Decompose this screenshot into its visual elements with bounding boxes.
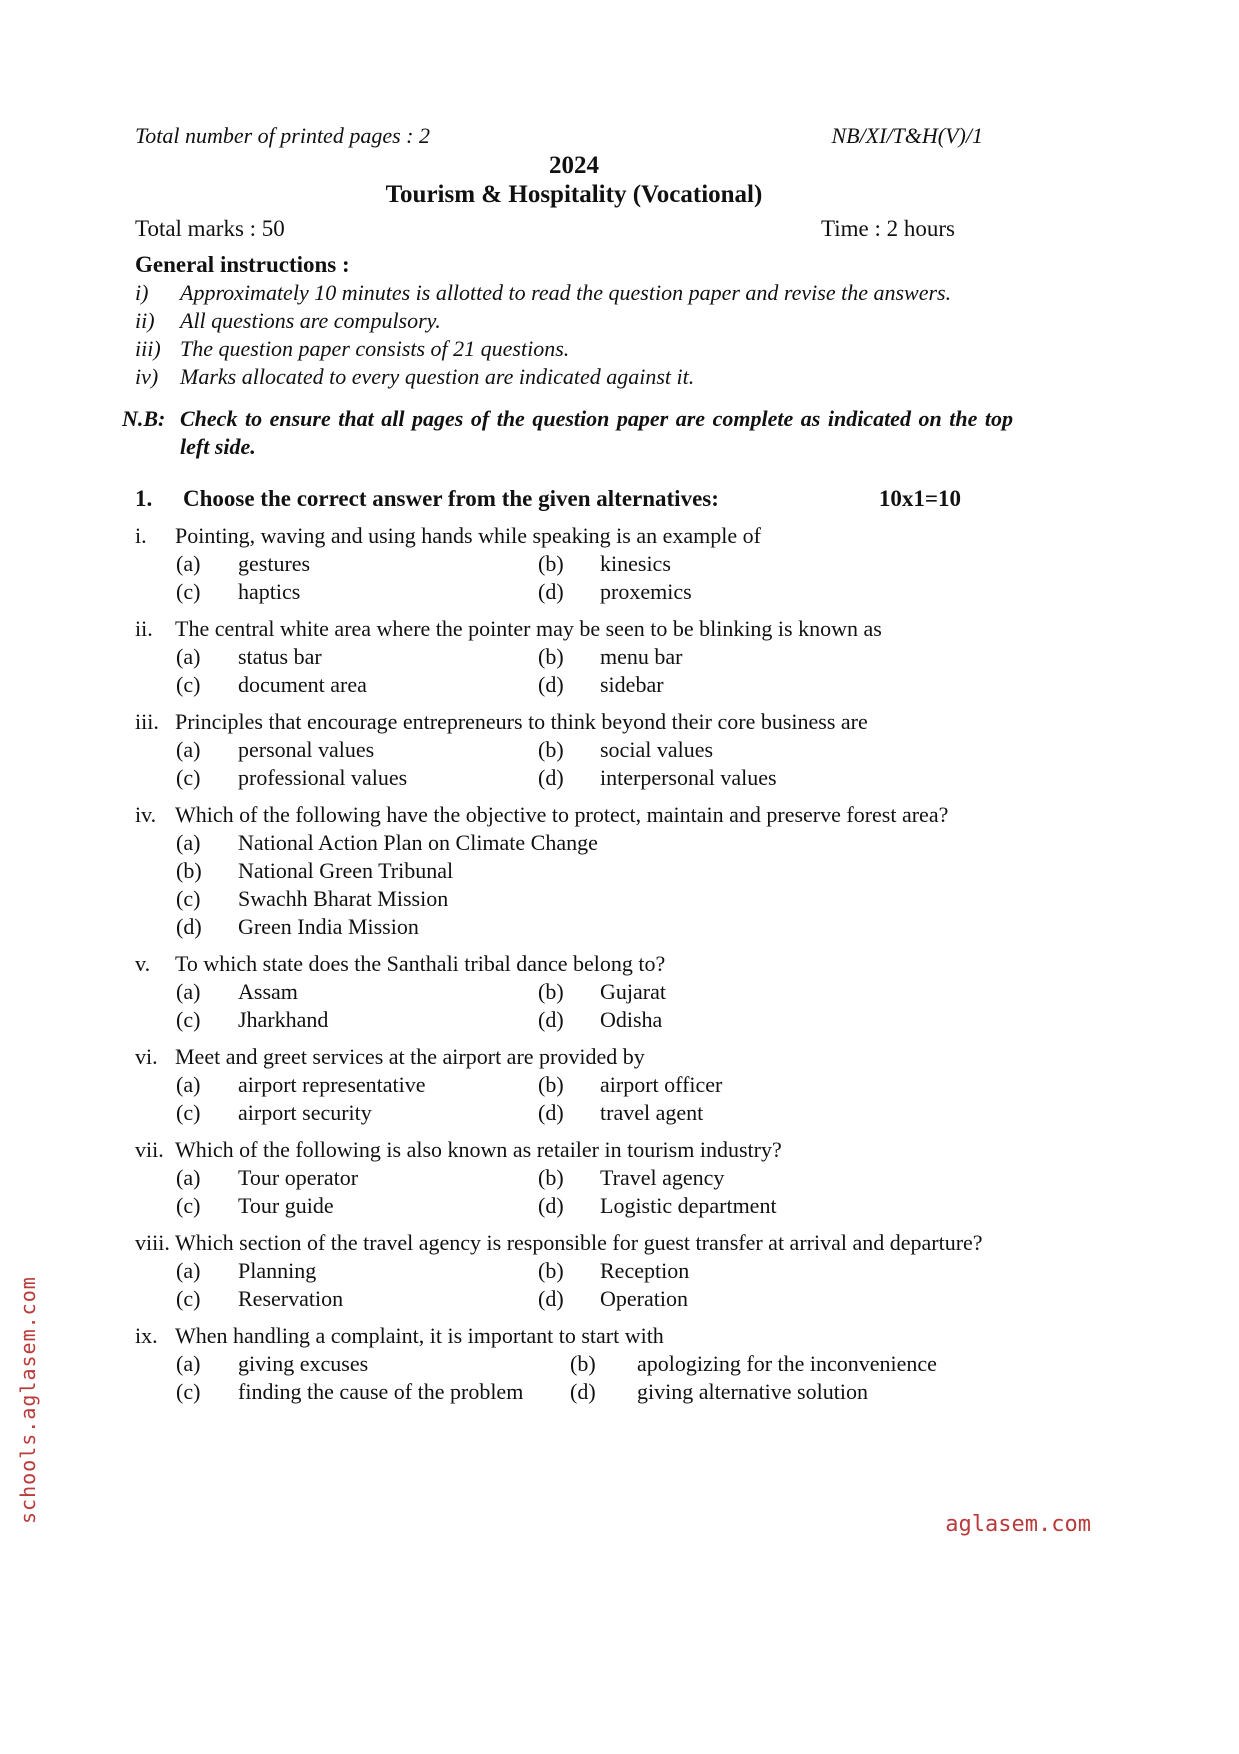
option-text: Reception [600,1258,690,1283]
question-head [135,708,1013,736]
option-text: Odisha [600,1007,663,1032]
option-label: (c) [176,1100,201,1125]
question-head [135,522,1013,550]
paper-content [122,122,1013,1406]
question-i [135,522,1013,606]
option-text: finding the cause of the problem [238,1379,524,1404]
options-grid [176,1164,1013,1220]
instruction-item [135,279,1013,307]
options-grid [176,978,1013,1034]
options-grid [176,550,1013,606]
instruction-text: Approximately 10 minutes is allotted to read the question paper and revise the answers. [180,280,952,305]
instruction-item [135,307,1013,335]
question-v [135,950,1013,1034]
option-text: proxemics [600,579,692,604]
instruction-item [135,335,1013,363]
option-text: giving alternative solution [637,1379,868,1404]
marks-time-row [135,215,1013,243]
bottom-watermark: aglasem.com [945,1512,1091,1537]
options-grid [176,1257,1013,1313]
option-text: Operation [600,1286,688,1311]
instructions-list [135,279,1013,391]
option-label: (a) [176,830,201,855]
option-label: (d) [538,672,564,697]
option-text: haptics [238,579,301,604]
question-number: iii. [135,709,159,734]
time-allowed: Time : 2 hours [821,216,955,241]
option-label: (a) [176,979,201,1004]
instruction-number: i) [135,280,149,305]
option-label: (d) [538,765,564,790]
option-text: Green India Mission [238,914,419,939]
option-label: (b) [538,979,564,1004]
option-text: Assam [238,979,298,1004]
option-text: Travel agency [600,1165,725,1190]
top-header-row [135,122,1013,150]
options-grid [176,736,1013,792]
nb-text: Check to ensure that all pages of the question paper are complete as indicated on the top left side. [180,406,1013,459]
paper-title: Tourism & Hospitality (Vocational) [385,181,763,208]
question-head [135,950,1013,978]
option-text: airport security [238,1100,372,1125]
option-text: Jharkhand [238,1007,329,1032]
option-label: (b) [538,1258,564,1283]
question-iii [135,708,1013,792]
option-label: (b) [538,1165,564,1190]
question-number: ii. [135,616,153,641]
nb-label: N.B: [122,406,166,431]
option-text: interpersonal values [600,765,777,790]
instruction-number: ii) [135,308,155,333]
question-text: The central white area where the pointer may be seen to be blinking is known as [175,616,882,641]
option-text: Gujarat [600,979,666,1004]
option-label: (b) [538,737,564,762]
option-text: sidebar [600,672,664,697]
option-text: kinesics [600,551,671,576]
option-label: (a) [176,737,201,762]
option-text: airport officer [600,1072,723,1097]
options-grid [176,829,1013,941]
question-vii [135,1136,1013,1220]
option-label: (d) [538,1007,564,1032]
question-head [135,1136,1013,1164]
question-1-row [135,485,1013,513]
option-label: (c) [176,1379,201,1404]
question-number: v. [135,951,151,976]
question-1-number: 1. [135,486,153,511]
option-text: Planning [238,1258,317,1283]
option-text: document area [238,672,367,697]
options-grid [176,643,1013,699]
option-text: giving excuses [238,1351,369,1376]
option-text: menu bar [600,644,683,669]
options-grid [176,1071,1013,1127]
exam-year: 2024 [549,152,599,179]
option-label: (b) [538,1072,564,1097]
side-watermark: schools.aglasem.com [16,1276,40,1524]
question-head [135,615,1013,643]
option-text: travel agent [600,1100,704,1125]
options-grid [176,1350,1013,1406]
question-text: Which of the following is also known as retailer in tourism industry? [175,1137,782,1162]
option-label: (d) [570,1379,596,1404]
option-label: (a) [176,1351,201,1376]
option-text: Tour operator [238,1165,359,1190]
option-label: (c) [176,765,201,790]
option-label: (b) [538,644,564,669]
question-iv [135,801,1013,941]
option-label: (b) [538,551,564,576]
question-text: To which state does the Santhali tribal dance belong to? [175,951,666,976]
question-viii [135,1229,1013,1313]
option-text: personal values [238,737,375,762]
option-label: (d) [538,1100,564,1125]
option-text: apologizing for the inconvenience [637,1351,937,1376]
question-head [135,1043,1013,1071]
option-label: (c) [176,1193,201,1218]
option-label: (d) [538,1286,564,1311]
option-text: Logistic department [600,1193,777,1218]
instructions-heading: General instructions : [135,252,350,277]
instruction-text: Marks allocated to every question are indicated against it. [180,364,695,389]
question-number: viii. [135,1230,170,1255]
question-1-marks: 10x1=10 [878,486,961,511]
question-text: Which section of the travel agency is responsible for guest transfer at arrival and departure? [175,1230,983,1255]
question-ii [135,615,1013,699]
option-label: (d) [538,579,564,604]
instruction-item [135,363,1013,391]
option-text: National Action Plan on Climate Change [238,830,598,855]
question-list [135,522,1013,1406]
option-label: (c) [176,1007,201,1032]
option-text: status bar [238,644,322,669]
option-label: (d) [176,914,202,939]
paper-code: NB/XI/T&H(V)/1 [831,123,983,148]
question-text: Meet and greet services at the airport are provided by [175,1044,645,1069]
option-label: (a) [176,644,201,669]
question-number: vi. [135,1044,158,1069]
instruction-text: All questions are compulsory. [180,308,441,333]
option-text: airport representative [238,1072,426,1097]
question-number: iv. [135,802,157,827]
option-text: Tour guide [238,1193,334,1218]
printed-pages-note: Total number of printed pages : 2 [135,123,430,148]
instruction-number: iii) [135,336,161,361]
question-text: Principles that encourage entrepreneurs to think beyond their core business are [175,709,868,734]
option-label: (c) [176,672,201,697]
nb-note [122,405,1013,461]
question-head [135,1229,1013,1257]
option-text: gestures [238,551,311,576]
question-text: Pointing, waving and using hands while speaking is an example of [175,523,761,548]
option-text: National Green Tribunal [238,858,454,883]
instruction-number: iv) [135,364,159,389]
question-head [135,1322,1013,1350]
option-label: (a) [176,1072,201,1097]
option-label: (c) [176,886,201,911]
option-label: (a) [176,551,201,576]
total-marks: Total marks : 50 [135,216,285,241]
question-text: When handling a complaint, it is important to start with [175,1323,664,1348]
question-head [135,801,1013,829]
option-text: professional values [238,765,408,790]
instruction-text: The question paper consists of 21 questions. [180,336,570,361]
option-label: (c) [176,1286,201,1311]
option-text: Reservation [238,1286,344,1311]
option-text: social values [600,737,714,762]
question-vi [135,1043,1013,1127]
option-label: (d) [538,1193,564,1218]
option-label: (c) [176,579,201,604]
option-label: (a) [176,1258,201,1283]
option-label: (a) [176,1165,201,1190]
question-number: ix. [135,1323,158,1348]
question-ix [135,1322,1013,1406]
option-text: Swachh Bharat Mission [238,886,449,911]
option-label: (b) [570,1351,596,1376]
question-number: i. [135,523,147,548]
question-text: Which of the following have the objective to protect, maintain and preserve forest area? [175,802,949,827]
question-1-text: Choose the correct answer from the given alternatives: [183,486,719,511]
option-label: (b) [176,858,202,883]
question-number: vii. [135,1137,164,1162]
